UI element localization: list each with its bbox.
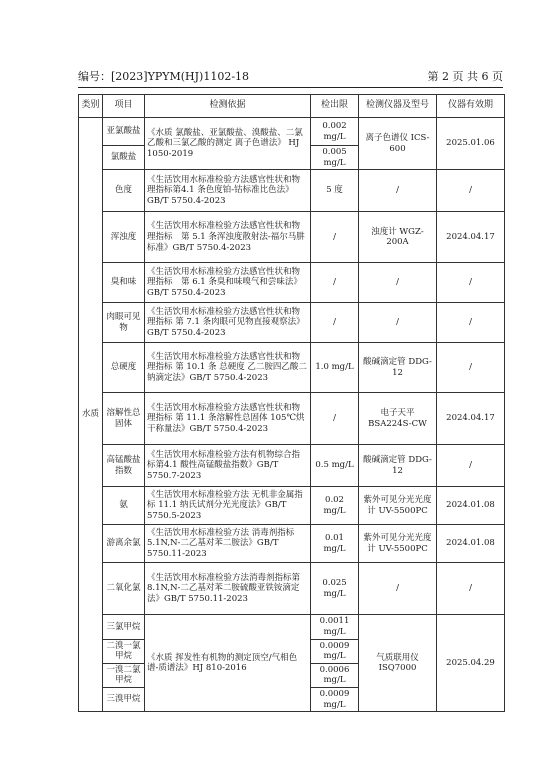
table-header-row: [79, 95, 505, 118]
item-cell: 高锰酸盐指数: [103, 445, 145, 487]
instrument-cell: 气质联用仪 ISQ7000: [359, 615, 437, 712]
item-cell: 色度: [103, 170, 145, 212]
basis-cell: 《生活饮用水标准检验方法感官性状和物理指标 第 11.1 条溶解性总固体 105℃烘干称量法》GB/T 5750.4-2023: [145, 393, 311, 445]
item-cell: 亚氯酸盐: [103, 118, 145, 146]
limit-cell: 0.0009 mg/L: [311, 639, 359, 663]
column-header: 仪器有效期: [437, 95, 505, 118]
table-row: [79, 487, 505, 525]
table-row: [79, 445, 505, 487]
validity-cell: 2025.04.29: [437, 615, 505, 712]
instrument-cell: 酸碱滴定管 DDG-12: [359, 343, 437, 393]
table-row: [79, 170, 505, 212]
validity-cell: /: [437, 170, 505, 212]
item-cell: 游离余氯: [103, 525, 145, 563]
limit-cell: 0.0006 mg/L: [311, 663, 359, 687]
table-row: [79, 525, 505, 563]
validity-cell: /: [437, 263, 505, 303]
limit-cell: 0.5 mg/L: [311, 445, 359, 487]
item-cell: 二氧化氯: [103, 563, 145, 615]
basis-cell: 《生活饮用水标准检验方法感官性状和物理指标 第 10.1 条 总硬度 乙二胺四乙酸二钠滴定法》GB/T 5750.4-2023: [145, 343, 311, 393]
column-header: 项目: [103, 95, 145, 118]
table-row: [79, 563, 505, 615]
validity-cell: 2024.01.08: [437, 525, 505, 563]
item-cell: 溶解性总固体: [103, 393, 145, 445]
category-cell: 水质: [79, 118, 103, 712]
instrument-cell: 电子天平 BSA224S-CW: [359, 393, 437, 445]
limit-cell: /: [311, 303, 359, 343]
table-row: [79, 343, 505, 393]
column-header: 类别: [79, 95, 103, 118]
instrument-cell: /: [359, 170, 437, 212]
basis-cell: 《生活饮用水标准检验方法 消毒剂指标 5.1N,N-二乙基对苯二胺法》GB/T 5750.11-2023: [145, 525, 311, 563]
item-cell: 肉眼可见物: [103, 303, 145, 343]
instrument-cell: /: [359, 263, 437, 303]
limit-cell: 0.0011 mg/L: [311, 615, 359, 639]
validity-cell: 2024.01.08: [437, 487, 505, 525]
limit-cell: 0.002 mg/L: [311, 118, 359, 146]
instrument-cell: /: [359, 303, 437, 343]
item-cell: 二溴一氯甲烷: [103, 639, 145, 663]
item-cell: 总硬度: [103, 343, 145, 393]
basis-cell: 《生活饮用水标准检验方法感官性状和物理指标第4.1 条色度铂-钴标准比色法》GB/T 5750.4-2023: [145, 170, 311, 212]
limit-cell: 0.005 mg/L: [311, 146, 359, 170]
instrument-cell: 离子色谱仪 ICS-600: [359, 118, 437, 170]
limit-cell: 1.0 mg/L: [311, 343, 359, 393]
instrument-cell: /: [359, 563, 437, 615]
item-cell: 三溴甲烷: [103, 688, 145, 712]
table-row: [79, 393, 505, 445]
table-row: [79, 118, 505, 146]
limit-cell: /: [311, 393, 359, 445]
item-cell: 臭和味: [103, 263, 145, 303]
basis-cell: 《生活饮用水标准检验方法有机物综合指标第4.1 酸性高锰酸盐指数》GB/T 5750.7-2023: [145, 445, 311, 487]
basis-cell: 《生活饮用水标准检验方法消毒剂指标第 8.1N,N-二乙基对苯二胺硫酸亚铁铵滴定法》GB/T 5750.11-2023: [145, 563, 311, 615]
limit-cell: 0.0009 mg/L: [311, 688, 359, 712]
basis-cell: 《生活饮用水标准检验方法 无机非金属指标 11.1 纳氏试剂分光光度法》GB/T 5750.5-2023: [145, 487, 311, 525]
item-cell: 浑浊度: [103, 212, 145, 263]
table-row: [79, 263, 505, 303]
table-row: [79, 615, 505, 639]
basis-cell: 《生活饮用水标准检验方法感官性状和物理指标 第 7.1 条肉眼可见物直接观察法》GB/T 5750.4-2023: [145, 303, 311, 343]
item-cell: 氯酸盐: [103, 146, 145, 170]
item-cell: 三氯甲烷: [103, 615, 145, 639]
validity-cell: 2025.01.06: [437, 118, 505, 170]
validity-cell: /: [437, 563, 505, 615]
limit-cell: 0.02 mg/L: [311, 487, 359, 525]
validity-cell: 2024.04.17: [437, 393, 505, 445]
column-header: 检出限: [311, 95, 359, 118]
item-cell: 氨: [103, 487, 145, 525]
page-indicator: 第 2 页 共 6 页: [427, 70, 503, 83]
basis-cell: 《生活饮用水标准检验方法感官性状和物理指标 第 5.1 条浑浊度散射法-福尔马肼标准》GB/T 5750.4-2023: [145, 212, 311, 263]
validity-cell: /: [437, 445, 505, 487]
column-header: 检测仪器及型号: [359, 95, 437, 118]
validity-cell: /: [437, 303, 505, 343]
document-header: [78, 68, 503, 84]
basis-cell: 《生活饮用水标准检验方法感官性状和物理指标 第 6.1 条臭和味嗅气和尝味法》GB/T 5750.4-2023: [145, 263, 311, 303]
validity-cell: 2024.04.17: [437, 212, 505, 263]
table-row: [79, 212, 505, 263]
instrument-cell: 浊度计 WGZ-200A: [359, 212, 437, 263]
detection-methods-table: [78, 94, 505, 712]
instrument-cell: 紫外可见分光光度计 UV-5500PC: [359, 525, 437, 563]
header-divider: [78, 87, 503, 88]
instrument-cell: 酸碱滴定管 DDG-12: [359, 445, 437, 487]
limit-cell: /: [311, 263, 359, 303]
instrument-cell: 紫外可见分光光度计 UV-5500PC: [359, 487, 437, 525]
limit-cell: 0.025 mg/L: [311, 563, 359, 615]
document-number: 编号：[2023]YPYM(HJ)1102-18: [78, 70, 250, 83]
validity-cell: /: [437, 343, 505, 393]
table-row: [79, 303, 505, 343]
item-cell: 一溴二氯甲烷: [103, 663, 145, 687]
basis-cell: 《水质 挥发性有机物的测定顶空/气相色谱-质谱法》HJ 810-2016: [145, 615, 311, 712]
limit-cell: /: [311, 212, 359, 263]
column-header: 检测依据: [145, 95, 311, 118]
limit-cell: 0.01 mg/L: [311, 525, 359, 563]
basis-cell: 《水质 氯酸盐、亚氯酸盐、溴酸盐、二氯乙酸和三氯乙酸的测定 离子色谱法》 HJ 1050-2019: [145, 118, 311, 170]
limit-cell: 5 度: [311, 170, 359, 212]
